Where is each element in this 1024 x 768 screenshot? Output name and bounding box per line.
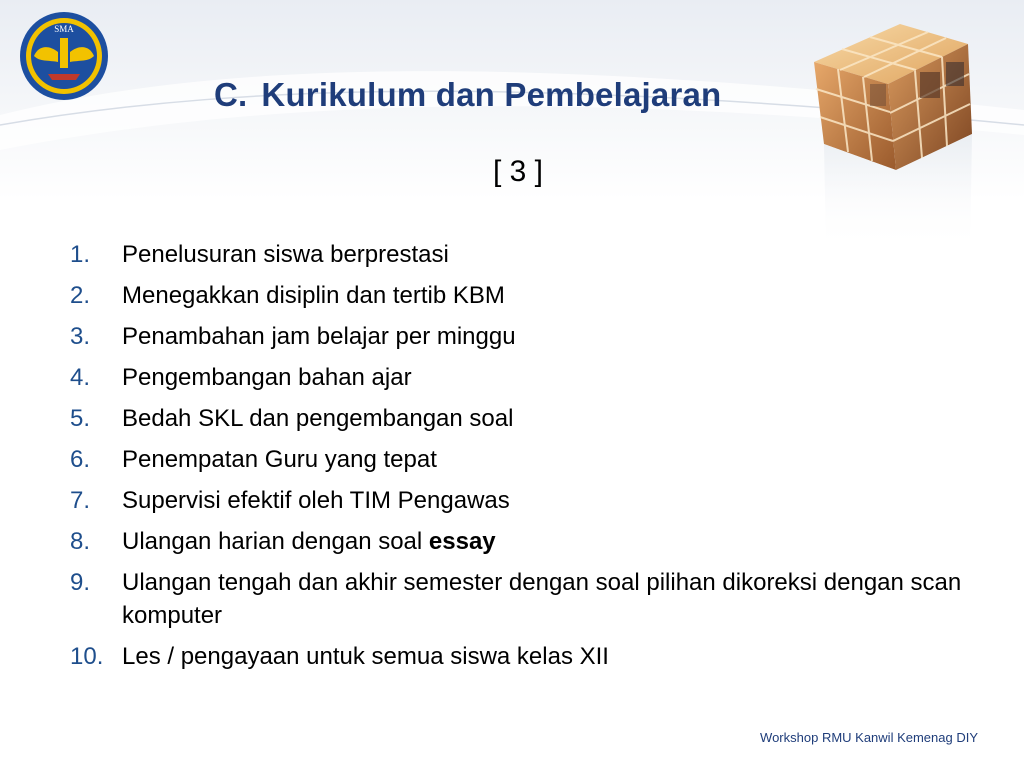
- slide-subtitle: [ 3 ]: [492, 155, 544, 188]
- item-text: Penambahan jam belajar per minggu: [122, 323, 516, 350]
- item-text: Pengembangan bahan ajar: [122, 364, 412, 391]
- list-item: [70, 640, 970, 673]
- photo-cube-icon: [800, 12, 1000, 262]
- list-item: [70, 566, 970, 632]
- list-item: [70, 525, 970, 558]
- list-item: [70, 484, 970, 517]
- school-logo-icon: [18, 10, 110, 102]
- item-number: 7.: [70, 487, 91, 514]
- list-item: [70, 279, 970, 312]
- item-text: Menegakkan disiplin dan tertib KBM: [122, 282, 505, 309]
- list-item: [70, 320, 970, 353]
- item-number: 1.: [70, 241, 91, 268]
- item-number: 2.: [70, 282, 91, 309]
- item-number: 3.: [70, 323, 91, 350]
- item-number: 10.: [70, 643, 104, 670]
- item-number: 6.: [70, 446, 91, 473]
- item-text: Penelusuran siswa berprestasi: [122, 241, 449, 268]
- list-item: [70, 443, 970, 476]
- item-text: Bedah SKL dan pengembangan soal: [122, 405, 514, 432]
- list-item: [70, 402, 970, 435]
- item-text: Ulangan tengah dan akhir semester dengan soal pilihan dikoreksi dengan scan komputer: [122, 569, 962, 629]
- footer-text: Workshop RMU Kanwil Kemenag DIY: [760, 730, 978, 745]
- item-bold-text: essay: [428, 528, 496, 555]
- item-list: [70, 238, 970, 681]
- item-text: Supervisi efektif oleh TIM Pengawas: [122, 487, 510, 514]
- item-text-wrapper: [122, 525, 970, 558]
- item-number: 4.: [70, 364, 91, 391]
- item-number: 8.: [70, 528, 91, 555]
- title-number: C.: [214, 76, 248, 113]
- item-text: Penempatan Guru yang tepat: [122, 446, 437, 473]
- slide-title: [214, 76, 721, 114]
- title-text: Kurikulum dan Pembelajaran: [261, 76, 722, 113]
- logo-text: SMA: [54, 24, 74, 34]
- item-text: Les / pengayaan untuk semua siswa kelas XII: [122, 643, 609, 670]
- item-number: 5.: [70, 405, 91, 432]
- item-number: 9.: [70, 569, 91, 596]
- list-item: [70, 238, 970, 271]
- item-text: Ulangan harian dengan soal: [122, 528, 429, 555]
- list-item: [70, 361, 970, 394]
